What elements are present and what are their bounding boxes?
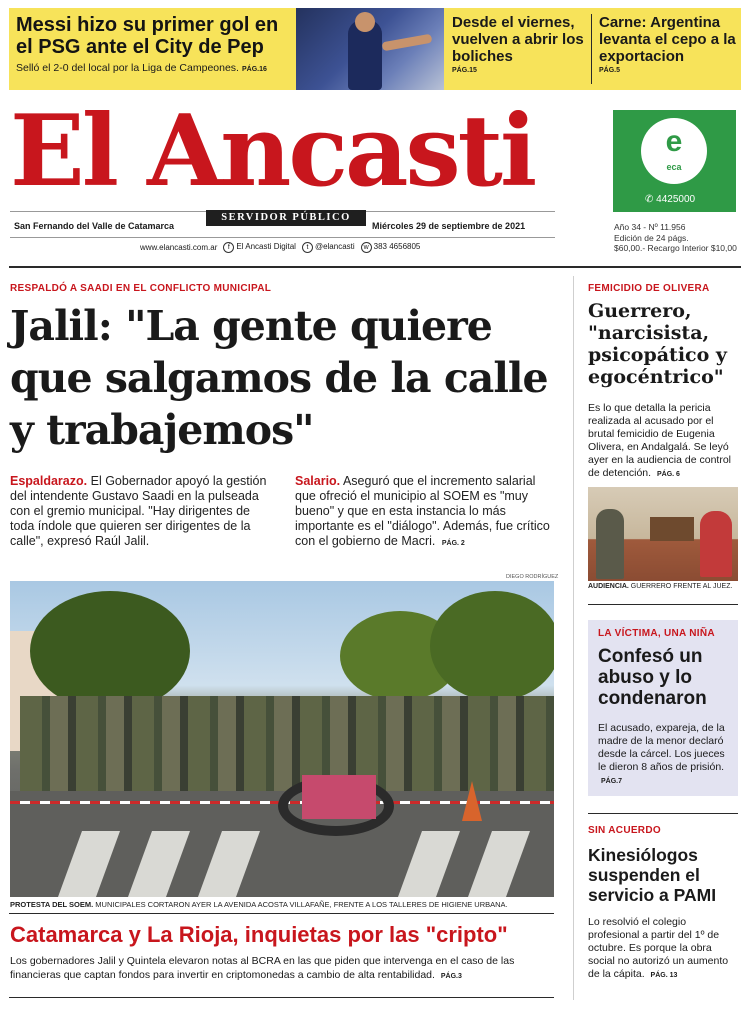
court-photo[interactable] xyxy=(588,487,738,581)
eca-advertisement[interactable] xyxy=(613,110,736,212)
main-headline[interactable]: Jalil: "La gente quiere que salgamos de la calle y trabajemos" xyxy=(10,302,548,454)
teaser-divider xyxy=(591,14,592,84)
teaser-carne[interactable] xyxy=(599,14,741,74)
column-lead: Salario. xyxy=(295,474,341,488)
page-ref: PÁG.3 xyxy=(440,972,462,980)
kinesiologos-body: Lo resolvió el colegio profesional a partir del 1º de octubre. Es porque la obra social no autorizó un aumento de la cápita. PÁG. 13 xyxy=(588,916,729,980)
player-head xyxy=(355,12,375,32)
eca-e-glyph: e xyxy=(665,125,683,158)
page-ref: PÁG.7 xyxy=(601,778,623,785)
whatsapp-icon: w xyxy=(361,242,372,253)
teaser-messi[interactable] xyxy=(16,14,296,74)
section-rule xyxy=(9,997,554,998)
protest-photo[interactable] xyxy=(10,581,554,897)
victima-body: El acusado, expareja, de la madre de la menor declaró desde la cárcel. Los jueces le dieron 8 años de prisión. PÁG.7 xyxy=(598,722,725,785)
facebook-link[interactable]: f El Ancasti Digital xyxy=(223,242,296,253)
kinesiologos-headline[interactable]: Kinesiólogos suspenden el servicio a PAMI xyxy=(588,845,717,905)
masthead-date: Miércoles 29 de septiembre de 2021 xyxy=(372,221,526,231)
femicidio-body: Es lo que detalla la pericia realizada al acusado por el brutal femicidio de Eugenia Olivera, en Andalgalá. Se leyó ayer en la audiencia de control de detención. PÁG. 6 xyxy=(588,402,732,479)
page-ref: PÁG.16 xyxy=(241,66,267,73)
page-ref: PÁG.15 xyxy=(452,67,477,74)
teaser-messi-headline: Messi hizo su primer gol en el PSG ante el City de Pep xyxy=(16,14,279,58)
section-rule xyxy=(588,604,738,605)
eca-brand: eca xyxy=(666,162,682,172)
page-ref: PÁG.5 xyxy=(599,67,621,74)
kinesiologos-kicker: SIN ACUERDO xyxy=(588,825,661,836)
photo-tree xyxy=(430,591,554,701)
teaser-boliches-headline: Desde el viernes, vuelven a abrir los boliches xyxy=(452,14,584,65)
player-arm xyxy=(382,34,433,52)
photo-protest-sign xyxy=(302,775,376,819)
main-kicker: RESPALDÓ A SAADI EN EL CONFLICTO MUNICIPAL xyxy=(10,283,272,294)
masthead-tagline: SERVIDOR PÚBLICO xyxy=(206,210,366,226)
photo-traffic-cone xyxy=(462,781,482,821)
crypto-body: Los gobernadores Jalil y Quintela elevaron notas al BCRA en las que piden que intervenga en el caso de las financieras que captan fondos para invertir en criptomonedas a cambio de alta rentabilidad. PÁG.3 xyxy=(10,955,515,981)
column-text: El Gobernador apoyó la gestión del intendente Gustavo Saadi en la pulseada con el gremio municipal. "Hay dirigentes de toda índole que quieren ser dirigentes de la calle", expresó Raúl Jalil. xyxy=(10,474,267,548)
edition-line: Año 34 - Nº 11.956 xyxy=(614,222,686,232)
victima-kicker: LA VÍCTIMA, UNA NIÑA xyxy=(598,628,715,639)
main-column-1 xyxy=(10,474,272,549)
page-ref: PÁG. 13 xyxy=(650,972,678,979)
femicidio-kicker: FEMICIDIO DE OLIVERA xyxy=(588,283,710,294)
twitter-icon: t xyxy=(302,242,313,253)
masthead-city: San Fernando del Valle de Catamarca xyxy=(14,221,175,231)
femicidio-headline[interactable]: Guerrero, "narcisista, psicopático y egocéntrico" xyxy=(588,300,727,388)
eca-phone: ✆ 4425000 xyxy=(645,194,696,205)
newspaper-masthead[interactable]: El Ancasti xyxy=(10,94,535,209)
court-caption: AUDIENCIA. GUERRERO FRENTE AL JUEZ. xyxy=(588,583,733,590)
teaser-boliches[interactable] xyxy=(452,14,587,74)
main-column-2 xyxy=(295,474,555,551)
messi-photo xyxy=(296,8,444,90)
crypto-headline[interactable]: Catamarca y La Rioja, inquietas por las "cripto" xyxy=(10,922,508,947)
section-rule xyxy=(9,913,554,914)
eca-logo-icon xyxy=(641,118,707,184)
facebook-icon: f xyxy=(223,242,234,253)
teaser-carne-headline: Carne: Argentina levanta el cepo a la exportacion xyxy=(599,14,736,65)
whatsapp-link[interactable]: w 383 4656805 xyxy=(361,242,421,253)
edition-info xyxy=(614,222,742,254)
section-rule xyxy=(9,266,741,268)
victima-headline[interactable]: Confesó un abuso y lo condenaron xyxy=(598,646,707,709)
column-lead: Espaldarazo. xyxy=(10,474,88,488)
photo-defendant xyxy=(596,509,624,579)
protest-caption: PROTESTA DEL SOEM. MUNICIPALES CORTARON AYER LA AVENIDA ACOSTA VILLAFAÑE, FRENTE A LOS TALLERES DE HIGIENE URBANA. xyxy=(10,900,508,909)
contact-links xyxy=(140,240,440,254)
photo-credit: DIEGO RODRÍGUEZ xyxy=(506,574,559,580)
page-ref: PÁG. 6 xyxy=(656,471,680,478)
sidebar-divider xyxy=(573,276,574,1000)
teaser-messi-subtitle: Selló el 2-0 del local por la Liga de Campeones. PÁG.16 xyxy=(16,62,267,74)
edition-line: Edición de 24 págs. xyxy=(614,232,689,243)
twitter-link[interactable]: t @elancasti xyxy=(302,242,355,253)
photo-person xyxy=(700,511,732,577)
photo-desk xyxy=(650,517,694,541)
column-text: Aseguró que el incremento salarial que ofreció el municipio al SOEM es "muy bueno" y que en esta instancia lo más importante es el "diálogo". Además, fue crítico con el gobierno de Macri. xyxy=(295,474,550,548)
page-ref: PÁG. 2 xyxy=(441,540,465,547)
website-link[interactable]: www.elancasti.com.ar xyxy=(140,242,218,252)
section-rule xyxy=(588,813,738,814)
edition-line: $60,00.- Recargo Interior $10,00 xyxy=(614,243,737,253)
photo-tree xyxy=(30,591,190,711)
